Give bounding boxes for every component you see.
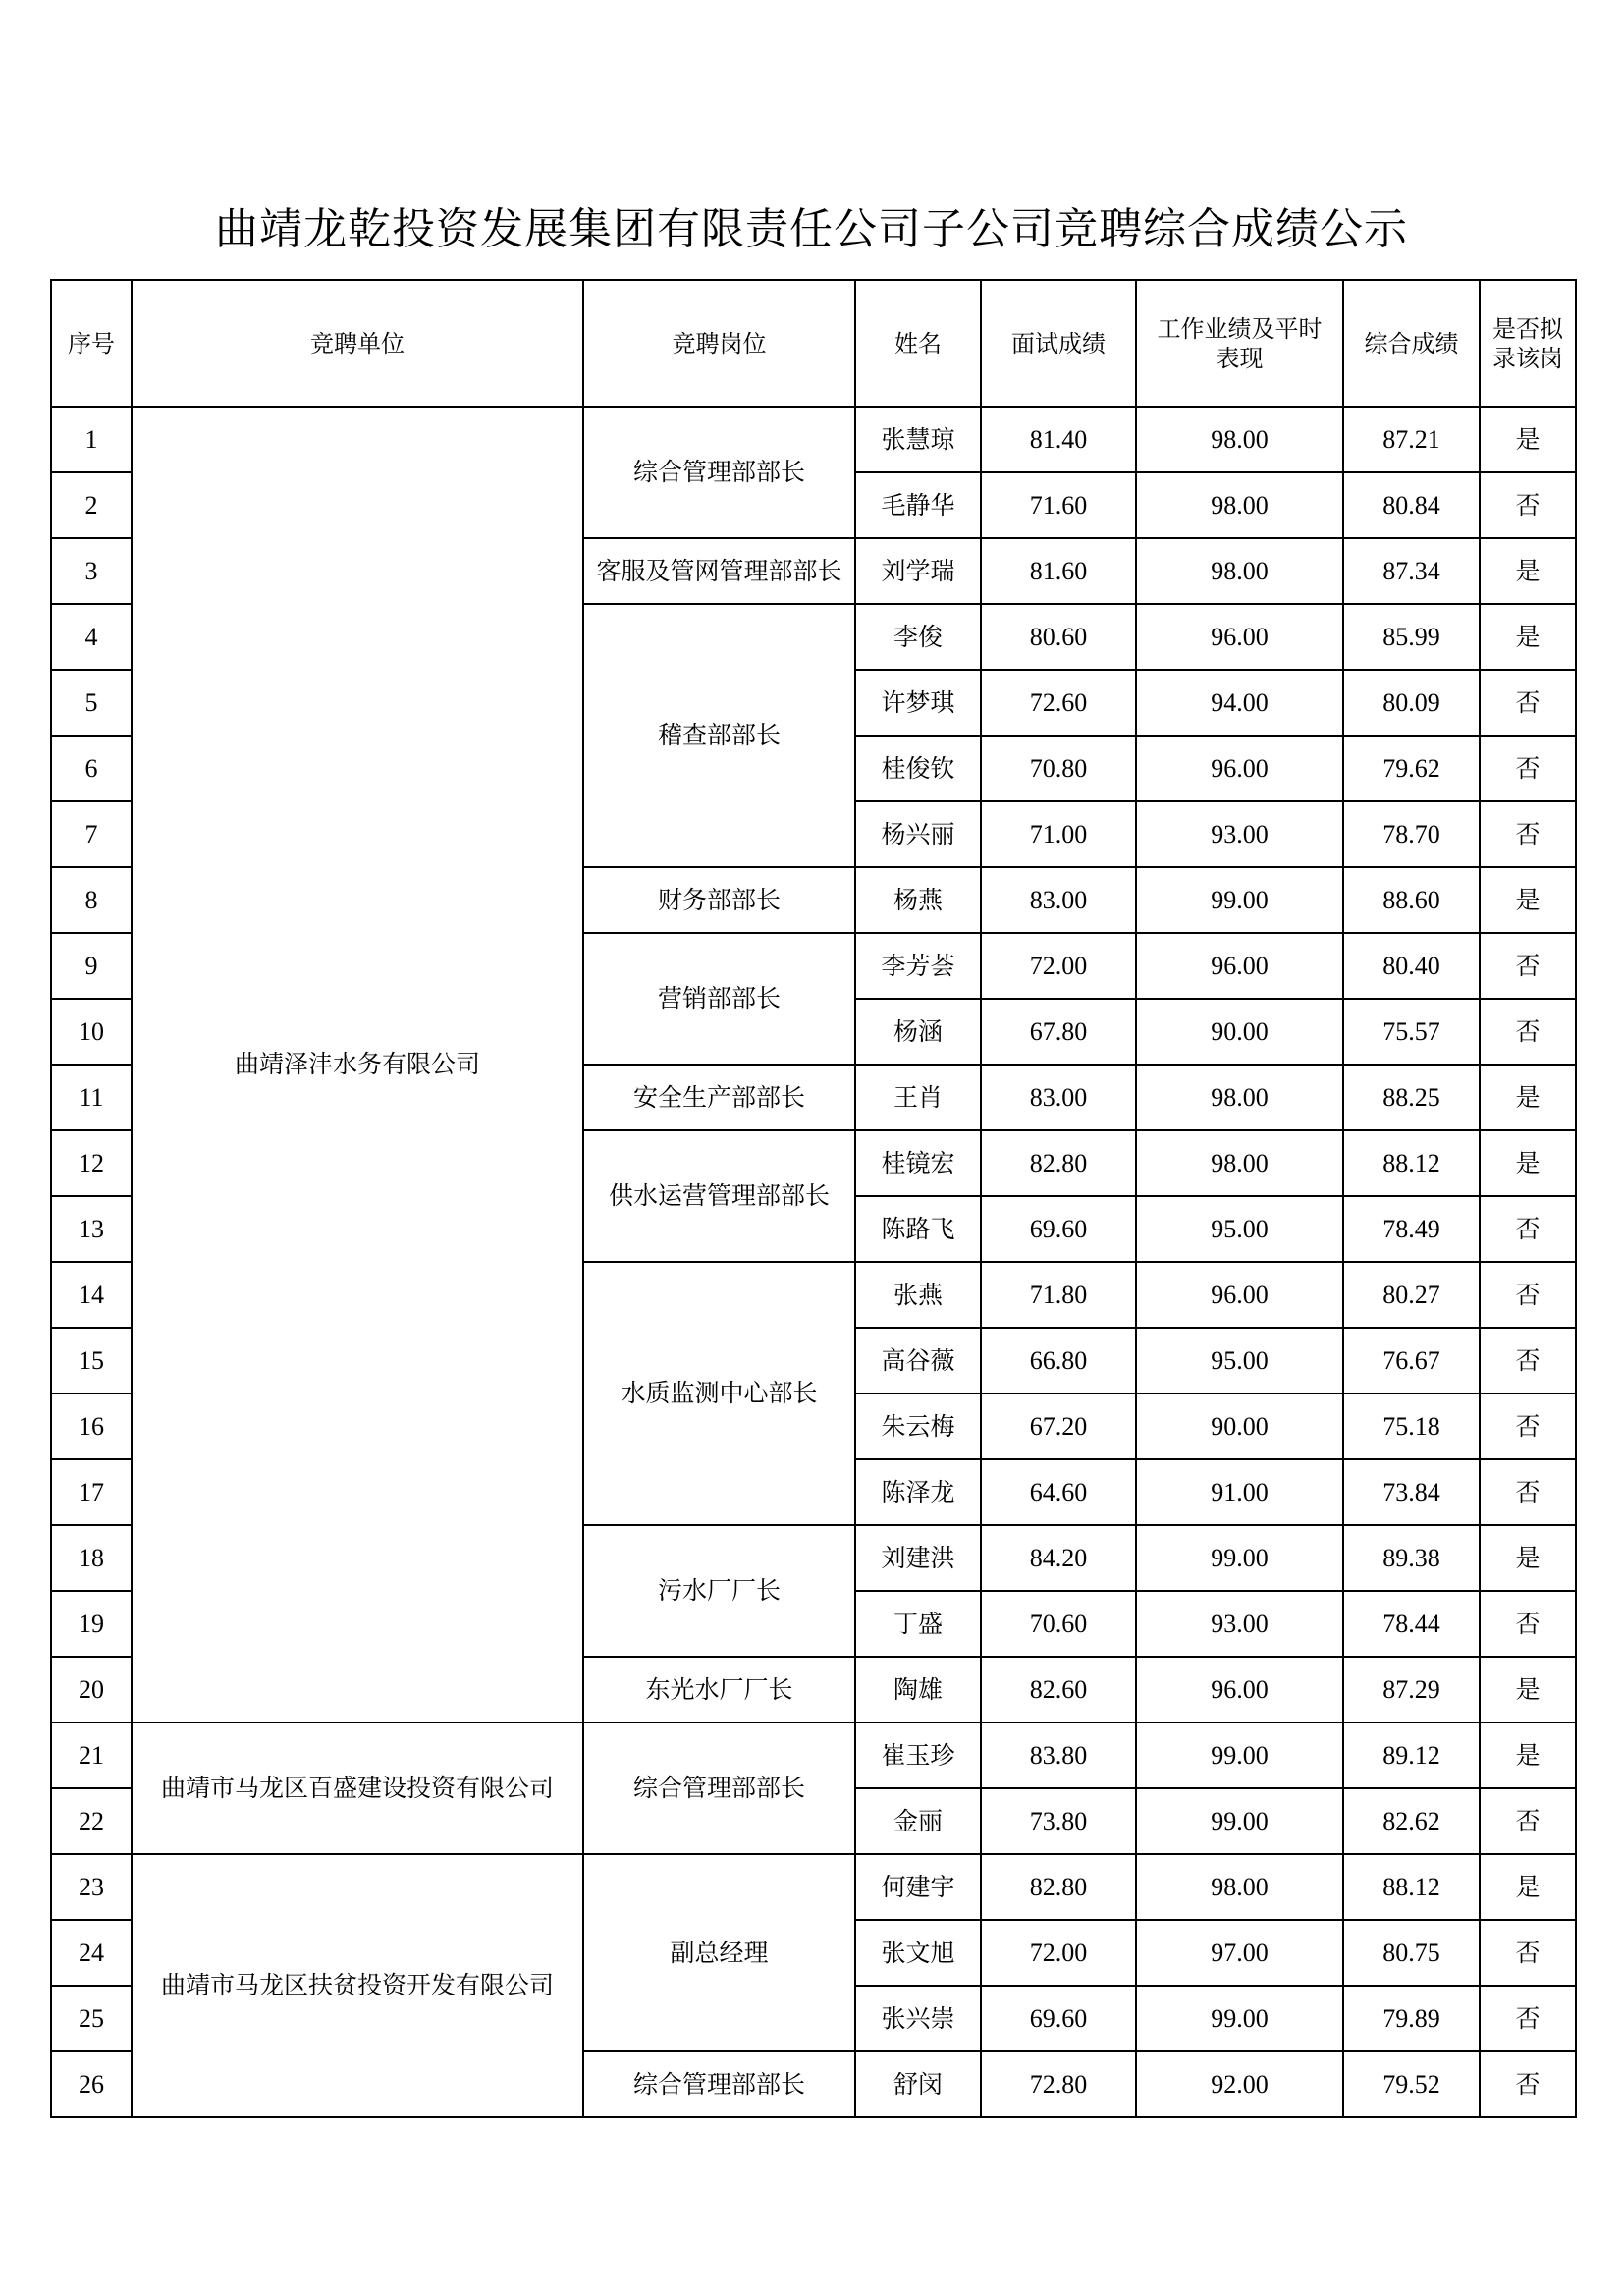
interview-score: 83.00 <box>981 1065 1136 1130</box>
candidate-name: 张慧琼 <box>855 407 981 472</box>
hired-status: 是 <box>1480 604 1576 670</box>
interview-score: 83.00 <box>981 867 1136 933</box>
candidate-name: 杨燕 <box>855 867 981 933</box>
candidate-name: 刘建洪 <box>855 1525 981 1591</box>
row-index: 7 <box>51 801 132 867</box>
interview-score: 82.60 <box>981 1657 1136 1722</box>
row-index: 26 <box>51 2051 132 2117</box>
row-index: 2 <box>51 472 132 538</box>
header-total-score: 综合成绩 <box>1343 280 1480 407</box>
performance-score: 95.00 <box>1136 1196 1343 1262</box>
row-index: 1 <box>51 407 132 472</box>
table-row <box>51 1854 1576 1920</box>
total-score: 79.89 <box>1343 1986 1480 2051</box>
total-score: 88.60 <box>1343 867 1480 933</box>
interview-score: 71.60 <box>981 472 1136 538</box>
performance-score: 96.00 <box>1136 736 1343 801</box>
performance-score: 98.00 <box>1136 1130 1343 1196</box>
header-hired: 是否拟录该岗 <box>1480 280 1576 407</box>
total-score: 87.21 <box>1343 407 1480 472</box>
performance-score: 98.00 <box>1136 472 1343 538</box>
row-index: 5 <box>51 670 132 736</box>
total-score: 87.34 <box>1343 538 1480 604</box>
interview-score: 70.80 <box>981 736 1136 801</box>
performance-score: 96.00 <box>1136 933 1343 999</box>
candidate-name: 丁盛 <box>855 1591 981 1657</box>
performance-score: 97.00 <box>1136 1920 1343 1986</box>
hired-status: 否 <box>1480 1459 1576 1525</box>
row-index: 15 <box>51 1328 132 1394</box>
hired-status: 否 <box>1480 999 1576 1065</box>
row-index: 3 <box>51 538 132 604</box>
table-header-row <box>51 280 1576 407</box>
performance-score: 99.00 <box>1136 1788 1343 1854</box>
interview-score: 83.80 <box>981 1722 1136 1788</box>
table-row <box>51 407 1576 472</box>
total-score: 73.84 <box>1343 1459 1480 1525</box>
row-index: 25 <box>51 1986 132 2051</box>
position-cell: 副总经理 <box>583 1854 855 2051</box>
interview-score: 72.80 <box>981 2051 1136 2117</box>
performance-score: 92.00 <box>1136 2051 1343 2117</box>
hired-status: 否 <box>1480 1920 1576 1986</box>
row-index: 20 <box>51 1657 132 1722</box>
interview-score: 69.60 <box>981 1196 1136 1262</box>
row-index: 16 <box>51 1394 132 1459</box>
total-score: 75.18 <box>1343 1394 1480 1459</box>
total-score: 76.67 <box>1343 1328 1480 1394</box>
candidate-name: 朱云梅 <box>855 1394 981 1459</box>
total-score: 88.12 <box>1343 1854 1480 1920</box>
position-cell: 综合管理部部长 <box>583 2051 855 2117</box>
total-score: 88.12 <box>1343 1130 1480 1196</box>
position-cell: 综合管理部部长 <box>583 407 855 538</box>
row-index: 19 <box>51 1591 132 1657</box>
performance-score: 93.00 <box>1136 801 1343 867</box>
performance-score: 99.00 <box>1136 1525 1343 1591</box>
total-score: 89.38 <box>1343 1525 1480 1591</box>
interview-score: 82.80 <box>981 1854 1136 1920</box>
performance-score: 98.00 <box>1136 1065 1343 1130</box>
total-score: 80.40 <box>1343 933 1480 999</box>
total-score: 78.44 <box>1343 1591 1480 1657</box>
page-title: 曲靖龙乾投资发展集团有限责任公司子公司竞聘综合成绩公示 <box>215 204 1408 255</box>
candidate-name: 陈泽龙 <box>855 1459 981 1525</box>
total-score: 85.99 <box>1343 604 1480 670</box>
position-cell: 水质监测中心部长 <box>583 1262 855 1525</box>
row-index: 14 <box>51 1262 132 1328</box>
hired-status: 否 <box>1480 1262 1576 1328</box>
candidate-name: 高谷薇 <box>855 1328 981 1394</box>
interview-score: 70.60 <box>981 1591 1136 1657</box>
hired-status: 否 <box>1480 1788 1576 1854</box>
row-index: 10 <box>51 999 132 1065</box>
total-score: 82.62 <box>1343 1788 1480 1854</box>
candidate-name: 刘学瑞 <box>855 538 981 604</box>
interview-score: 69.60 <box>981 1986 1136 2051</box>
row-index: 22 <box>51 1788 132 1854</box>
position-cell: 营销部部长 <box>583 933 855 1065</box>
candidate-name: 舒闵 <box>855 2051 981 2117</box>
header-unit: 竞聘单位 <box>132 280 583 407</box>
hired-status: 是 <box>1480 1854 1576 1920</box>
hired-status: 否 <box>1480 472 1576 538</box>
position-cell: 综合管理部部长 <box>583 1722 855 1854</box>
position-cell: 东光水厂厂长 <box>583 1657 855 1722</box>
candidate-name: 李俊 <box>855 604 981 670</box>
total-score: 75.57 <box>1343 999 1480 1065</box>
row-index: 17 <box>51 1459 132 1525</box>
total-score: 80.75 <box>1343 1920 1480 1986</box>
performance-score: 96.00 <box>1136 604 1343 670</box>
header-position: 竞聘岗位 <box>583 280 855 407</box>
position-cell: 稽查部部长 <box>583 604 855 867</box>
interview-score: 67.80 <box>981 999 1136 1065</box>
row-index: 13 <box>51 1196 132 1262</box>
candidate-name: 毛静华 <box>855 472 981 538</box>
header-interview-score: 面试成绩 <box>981 280 1136 407</box>
total-score: 80.27 <box>1343 1262 1480 1328</box>
candidate-name: 金丽 <box>855 1788 981 1854</box>
row-index: 9 <box>51 933 132 999</box>
total-score: 79.52 <box>1343 2051 1480 2117</box>
candidate-name: 崔玉珍 <box>855 1722 981 1788</box>
interview-score: 66.80 <box>981 1328 1136 1394</box>
performance-score: 95.00 <box>1136 1328 1343 1394</box>
performance-score: 99.00 <box>1136 867 1343 933</box>
total-score: 88.25 <box>1343 1065 1480 1130</box>
interview-score: 71.00 <box>981 801 1136 867</box>
interview-score: 72.00 <box>981 1920 1136 1986</box>
hired-status: 否 <box>1480 1591 1576 1657</box>
candidate-name: 杨涵 <box>855 999 981 1065</box>
position-cell: 财务部部长 <box>583 867 855 933</box>
candidate-name: 李芳荟 <box>855 933 981 999</box>
total-score: 78.49 <box>1343 1196 1480 1262</box>
row-index: 6 <box>51 736 132 801</box>
table-row <box>51 1722 1576 1788</box>
hired-status: 是 <box>1480 1722 1576 1788</box>
performance-score: 98.00 <box>1136 538 1343 604</box>
interview-score: 84.20 <box>981 1525 1136 1591</box>
candidate-name: 桂俊钦 <box>855 736 981 801</box>
hired-status: 否 <box>1480 2051 1576 2117</box>
hired-status: 否 <box>1480 801 1576 867</box>
unit-cell: 曲靖泽沣水务有限公司 <box>132 407 583 1722</box>
interview-score: 82.80 <box>981 1130 1136 1196</box>
interview-score: 72.60 <box>981 670 1136 736</box>
candidate-name: 陶雄 <box>855 1657 981 1722</box>
unit-cell: 曲靖市马龙区扶贫投资开发有限公司 <box>132 1854 583 2117</box>
performance-score: 99.00 <box>1136 1986 1343 2051</box>
performance-score: 91.00 <box>1136 1459 1343 1525</box>
performance-score: 98.00 <box>1136 1854 1343 1920</box>
position-cell: 污水厂厂长 <box>583 1525 855 1657</box>
performance-score: 99.00 <box>1136 1722 1343 1788</box>
hired-status: 否 <box>1480 1328 1576 1394</box>
candidate-name: 张燕 <box>855 1262 981 1328</box>
candidate-name: 桂镜宏 <box>855 1130 981 1196</box>
candidate-name: 杨兴丽 <box>855 801 981 867</box>
interview-score: 81.60 <box>981 538 1136 604</box>
hired-status: 是 <box>1480 1130 1576 1196</box>
header-index: 序号 <box>51 280 132 407</box>
interview-score: 81.40 <box>981 407 1136 472</box>
row-index: 24 <box>51 1920 132 1986</box>
performance-score: 93.00 <box>1136 1591 1343 1657</box>
position-cell: 客服及管网管理部部长 <box>583 538 855 604</box>
total-score: 79.62 <box>1343 736 1480 801</box>
candidate-name: 许梦琪 <box>855 670 981 736</box>
interview-score: 64.60 <box>981 1459 1136 1525</box>
candidate-name: 何建宇 <box>855 1854 981 1920</box>
total-score: 89.12 <box>1343 1722 1480 1788</box>
hired-status: 否 <box>1480 1986 1576 2051</box>
row-index: 4 <box>51 604 132 670</box>
performance-score: 90.00 <box>1136 1394 1343 1459</box>
total-score: 87.29 <box>1343 1657 1480 1722</box>
interview-score: 72.00 <box>981 933 1136 999</box>
total-score: 80.09 <box>1343 670 1480 736</box>
row-index: 18 <box>51 1525 132 1591</box>
performance-score: 90.00 <box>1136 999 1343 1065</box>
interview-score: 71.80 <box>981 1262 1136 1328</box>
performance-score: 96.00 <box>1136 1262 1343 1328</box>
row-index: 12 <box>51 1130 132 1196</box>
row-index: 21 <box>51 1722 132 1788</box>
performance-score: 98.00 <box>1136 407 1343 472</box>
row-index: 23 <box>51 1854 132 1920</box>
unit-cell: 曲靖市马龙区百盛建设投资有限公司 <box>132 1722 583 1854</box>
candidate-name: 张文旭 <box>855 1920 981 1986</box>
hired-status: 是 <box>1480 1657 1576 1722</box>
header-performance-score: 工作业绩及平时表现 <box>1136 280 1343 407</box>
header-name: 姓名 <box>855 280 981 407</box>
candidate-name: 陈路飞 <box>855 1196 981 1262</box>
hired-status: 否 <box>1480 1394 1576 1459</box>
hired-status: 是 <box>1480 1065 1576 1130</box>
hired-status: 否 <box>1480 933 1576 999</box>
results-table <box>50 279 1577 2118</box>
hired-status: 是 <box>1480 1525 1576 1591</box>
interview-score: 80.60 <box>981 604 1136 670</box>
candidate-name: 张兴崇 <box>855 1986 981 2051</box>
table-body <box>51 407 1576 2117</box>
performance-score: 96.00 <box>1136 1657 1343 1722</box>
hired-status: 是 <box>1480 407 1576 472</box>
row-index: 11 <box>51 1065 132 1130</box>
hired-status: 是 <box>1480 538 1576 604</box>
total-score: 78.70 <box>1343 801 1480 867</box>
hired-status: 否 <box>1480 1196 1576 1262</box>
position-cell: 供水运营管理部部长 <box>583 1130 855 1262</box>
row-index: 8 <box>51 867 132 933</box>
performance-score: 94.00 <box>1136 670 1343 736</box>
hired-status: 否 <box>1480 670 1576 736</box>
interview-score: 73.80 <box>981 1788 1136 1854</box>
candidate-name: 王肖 <box>855 1065 981 1130</box>
interview-score: 67.20 <box>981 1394 1136 1459</box>
hired-status: 是 <box>1480 867 1576 933</box>
hired-status: 否 <box>1480 736 1576 801</box>
position-cell: 安全生产部部长 <box>583 1065 855 1130</box>
total-score: 80.84 <box>1343 472 1480 538</box>
